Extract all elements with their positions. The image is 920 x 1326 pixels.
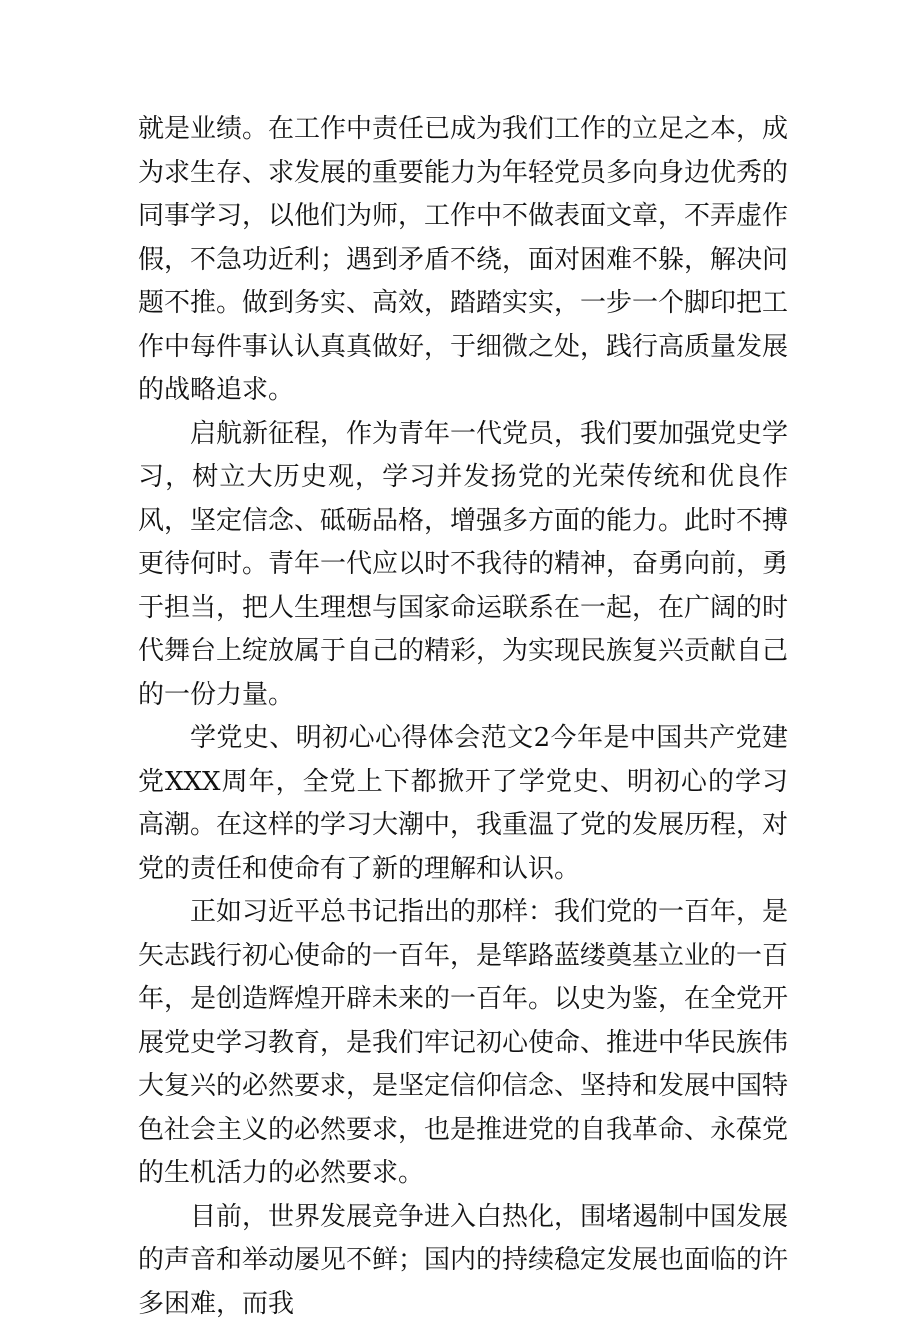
paragraph-4: 正如习近平总书记指出的那样：我们党的一百年，是矢志践行初心使命的一百年，是筚路蓝缕奠基立业的一百年，是创造辉煌开辟未来的一百年。以史为鉴，在全党开展党史学习教育，是我们牢记初心使命、推进中华民族伟大复兴的必然要求，是坚定信仰信念、坚持和发展中国特色社会主义的必然要求，也是推进党的自我革命、永葆党的生机活力的必然要求。 — [138, 891, 788, 1196]
paragraph-2: 启航新征程，作为青年一代党员，我们要加强党史学习，树立大历史观，学习并发扬党的光荣传统和优良作风，坚定信念、砥砺品格，增强多方面的能力。此时不搏更待何时。青年一代应以时不我待的精神，奋勇向前，勇于担当，把人生理想与国家命运联系在一起，在广阔的时代舞台上绽放属于自己的精彩，为实现民族复兴贡献自己的一份力量。 — [138, 413, 788, 718]
paragraph-3: 学党史、明初心心得体会范文2今年是中国共产党建党XXX周年，全党上下都掀开了学党史、明初心的学习高潮。在这样的学习大潮中，我重温了党的发展历程，对党的责任和使命有了新的理解和认识。 — [138, 717, 788, 891]
paragraph-1: 就是业绩。在工作中责任已成为我们工作的立足之本，成为求生存、求发展的重要能力为年轻党员多向身边优秀的同事学习，以他们为师，工作中不做表面文章，不弄虚作假，不急功近利；遇到矛盾不绕，面对困难不躲，解决问题不推。做到务实、高效，踏踏实实，一步一个脚印把工作中每件事认认真真做好，于细微之处，践行高质量发展的战略追求。 — [138, 108, 788, 413]
paragraph-5: 目前，世界发展竞争进入白热化，围堵遏制中国发展的声音和举动屡见不鲜；国内的持续稳定发展也面临的许多困难，而我 — [138, 1196, 788, 1326]
document-body — [138, 108, 788, 1326]
